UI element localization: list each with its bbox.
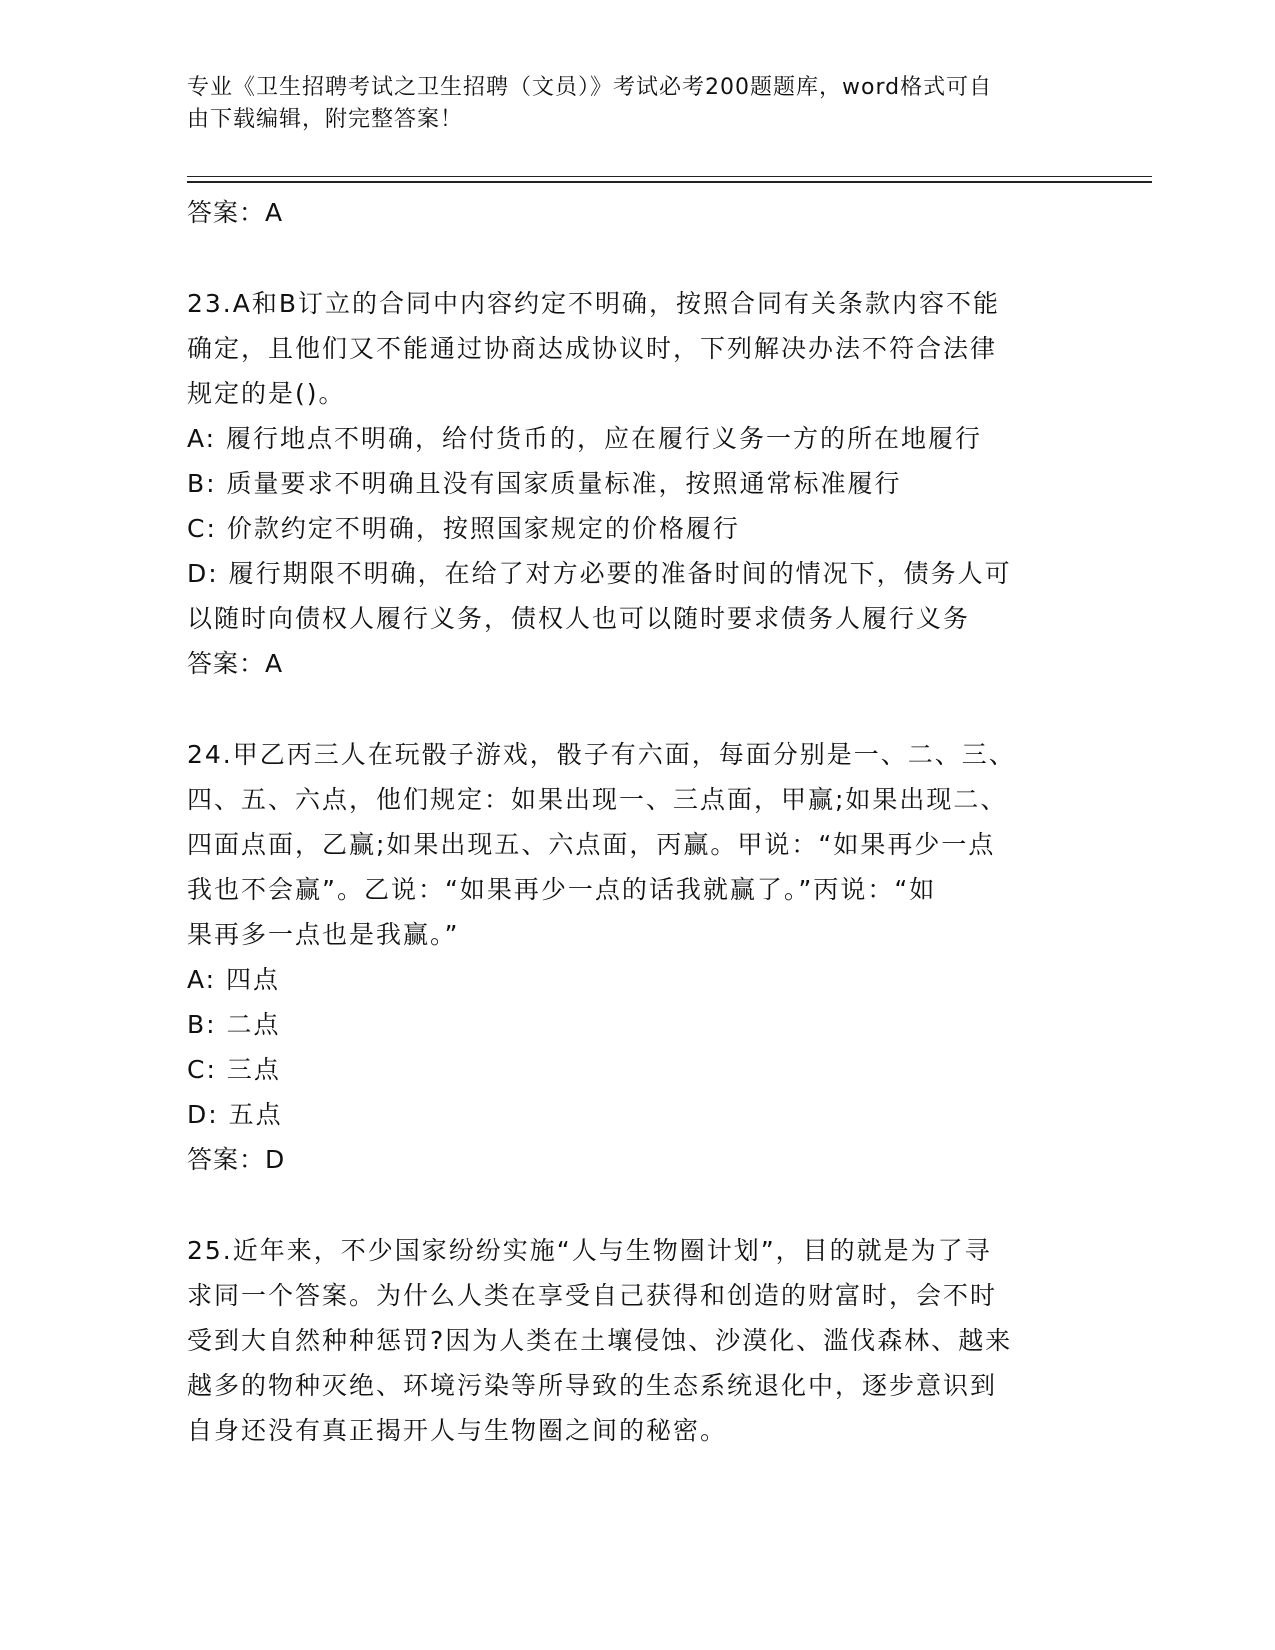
option-d: D: 五点 xyxy=(187,1100,283,1129)
question-24 xyxy=(187,732,1087,1182)
header-rule-thick xyxy=(187,181,1152,183)
question-text-line: 受到大自然种种惩罚?因为人类在土壤侵蚀、沙漠化、滥伐森林、越来 xyxy=(187,1326,1013,1355)
question-text-line: 23.A和B订立的合同中内容约定不明确，按照合同有关条款内容不能 xyxy=(187,289,1001,318)
option-c: C: 价款约定不明确，按照国家规定的价格履行 xyxy=(187,514,740,543)
question-text-line: 25.近年来，不少国家纷纷实施“人与生物圈计划”，目的就是为了寻 xyxy=(187,1236,992,1265)
question-text-line: 规定的是()。 xyxy=(187,379,346,408)
answer-line: 答案：D xyxy=(187,1145,286,1174)
question-text-line: 求同一个答案。为什么人类在享受自己获得和创造的财富时，会不时 xyxy=(187,1281,998,1310)
question-23 xyxy=(187,281,1087,686)
question-25 xyxy=(187,1228,1087,1453)
question-text-line: 确定，且他们又不能通过协商达成协议时，下列解决办法不符合法律 xyxy=(187,334,998,363)
header-line-2: 由下载编辑，附完整答案！ xyxy=(187,107,464,132)
option-b: B: 二点 xyxy=(187,1010,281,1039)
question-text-line: 我也不会赢”。乙说：“如果再少一点的话我就赢了。”丙说：“如 xyxy=(187,875,937,904)
question-text-line: 自身还没有真正揭开人与生物圈之间的秘密。 xyxy=(187,1416,728,1445)
answer-line: 答案：A xyxy=(187,198,284,227)
document-body xyxy=(187,190,1087,1453)
question-text-line: 四面点面，乙赢;如果出现五、六点面，丙赢。甲说：“如果再少一点 xyxy=(187,830,996,859)
option-a: A: 四点 xyxy=(187,965,281,994)
option-c: C: 三点 xyxy=(187,1055,281,1084)
question-text-line: 越多的物种灭绝、环境污染等所导致的生态系统退化中，逐步意识到 xyxy=(187,1371,998,1400)
document-header xyxy=(187,72,1067,136)
option-d: D: 履行期限不明确，在给了对方必要的准备时间的情况下，债务人可 xyxy=(187,559,1012,588)
option-b: B: 质量要求不明确且没有国家质量标准，按照通常标准履行 xyxy=(187,469,902,498)
question-text-line: 24.甲乙丙三人在玩骰子游戏，骰子有六面，每面分别是一、二、三、 xyxy=(187,740,1016,769)
option-d-continued: 以随时向债权人履行义务，债权人也可以随时要求债务人履行义务 xyxy=(187,604,971,633)
option-a: A: 履行地点不明确，给付货币的，应在履行义务一方的所在地履行 xyxy=(187,424,983,453)
header-rule-thin xyxy=(187,176,1152,177)
header-line-1: 专业《卫生招聘考试之卫生招聘（文员）》考试必考200题题库，word格式可自 xyxy=(187,75,993,100)
answer-line: 答案：A xyxy=(187,649,284,678)
question-text-line: 果再多一点也是我赢。” xyxy=(187,920,460,949)
question-text-line: 四、五、六点，他们规定：如果出现一、三点面，甲赢;如果出现二、 xyxy=(187,785,1008,814)
